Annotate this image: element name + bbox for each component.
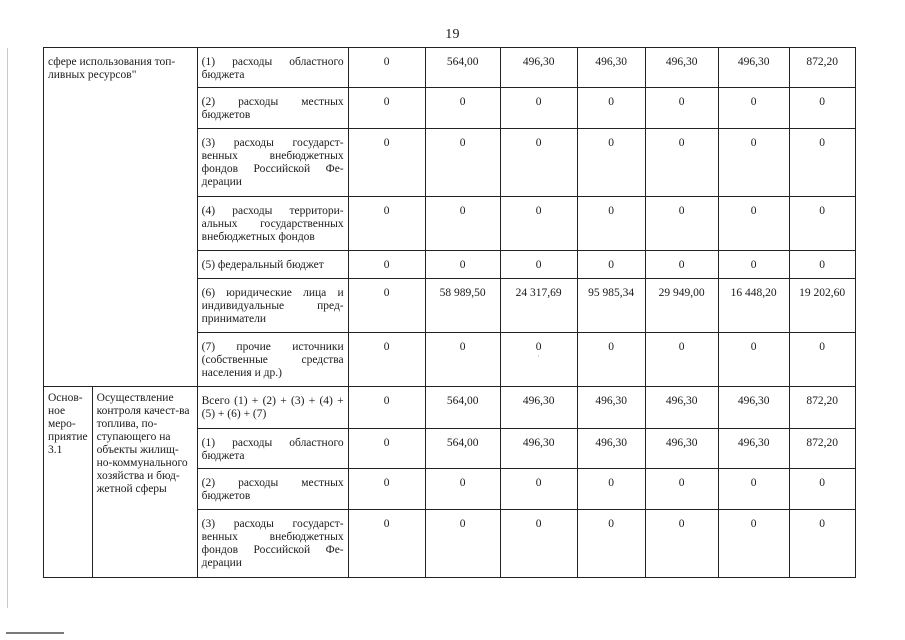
value-cell: 0 <box>789 469 855 510</box>
value-cell: 0 <box>577 469 645 510</box>
value-cell: 0 <box>348 510 425 578</box>
value-cell: 0 <box>500 469 577 510</box>
value-cell: 872,20 <box>789 429 855 469</box>
value-cell: 0 <box>789 197 855 251</box>
value-cell: 0 <box>500 197 577 251</box>
value-cell: 872,20 <box>789 387 855 429</box>
source-desc-cell: (1) расходы областного бюджета <box>197 429 348 469</box>
page-number: 19 <box>445 27 460 42</box>
value-cell: 0 <box>577 88 645 129</box>
value-cell: 564,00 <box>425 48 500 88</box>
value-cell: 0 <box>789 333 855 387</box>
value-cell: 29 949,00 <box>645 279 718 333</box>
value-cell: 0 <box>348 469 425 510</box>
value-cell: 0 <box>645 197 718 251</box>
source-desc-cell: (2) расходы местных бюджетов <box>197 469 348 510</box>
scan-speck: · <box>537 352 540 361</box>
source-desc-cell: (3) расходы государст-венных внебюджетных фондов Российской Фе-дерации <box>197 510 348 578</box>
value-cell: 0 <box>500 88 577 129</box>
source-desc-cell: (2) расходы местных бюджетов <box>197 88 348 129</box>
source-desc-cell: Всего (1) + (2) + (3) + (4) + (5) + (6) + (7) <box>197 387 348 429</box>
value-cell: 0 <box>645 333 718 387</box>
source-desc-cell: (7) прочие источники (собственные средства населения и др.) <box>197 333 348 387</box>
value-cell: 0 <box>789 251 855 279</box>
value-cell: 0 <box>718 197 789 251</box>
value-cell: 0 <box>425 510 500 578</box>
value-cell: 496,30 <box>577 387 645 429</box>
value-cell: 0 <box>645 251 718 279</box>
value-cell: 0 <box>718 333 789 387</box>
value-cell: 0 <box>789 510 855 578</box>
value-cell: 0 <box>425 129 500 197</box>
value-cell: 0 <box>718 251 789 279</box>
value-cell: 496,30 <box>500 387 577 429</box>
source-desc-cell: (6) юридические лица и индивидуальные пред-приниматели <box>197 279 348 333</box>
source-desc-cell: (3) расходы государст-венных внебюджетных фондов Российской Фе-дерации <box>197 129 348 197</box>
value-cell: 564,00 <box>425 429 500 469</box>
value-cell: 19 202,60 <box>789 279 855 333</box>
program-name-cell: сфере использования топ-ливных ресурсов" <box>44 48 198 387</box>
value-cell: 0 <box>348 429 425 469</box>
value-cell: 496,30 <box>645 48 718 88</box>
value-cell: 496,30 <box>500 429 577 469</box>
value-cell: 0 <box>577 510 645 578</box>
value-cell: 0 <box>500 129 577 197</box>
value-cell: 0 <box>577 251 645 279</box>
source-desc-cell: (5) федеральный бюджет <box>197 251 348 279</box>
value-cell: 0 · <box>500 333 577 387</box>
footnote-rule <box>6 632 64 634</box>
activity-name-cell: Осуществление контроля качест-ва топлива, по-ступающего на объекты жилищ-но-коммунального хозяйства и бюд-жетной сферы <box>92 387 197 578</box>
value-cell: 0 <box>718 88 789 129</box>
value-cell: 0 <box>500 251 577 279</box>
value-cell: 0 <box>645 510 718 578</box>
value-cell: 496,30 <box>500 48 577 88</box>
left-margin-rule <box>7 48 8 608</box>
value-cell: 0 <box>348 279 425 333</box>
value-cell: 0 <box>645 129 718 197</box>
value-cell: 24 317,69 <box>500 279 577 333</box>
source-desc-cell: (4) расходы территори-альных государственных внебюджетных фондов <box>197 197 348 251</box>
source-desc-cell: (1) расходы областного бюджета <box>197 48 348 88</box>
value-cell: 0 <box>718 129 789 197</box>
value-cell: 0 <box>348 48 425 88</box>
value-cell: 564,00 <box>425 387 500 429</box>
value-cell: 496,30 <box>577 429 645 469</box>
value-cell: 0 <box>348 333 425 387</box>
value-cell: 58 989,50 <box>425 279 500 333</box>
value-cell: 0 <box>645 88 718 129</box>
table-row <box>44 387 856 429</box>
funding-table-container <box>43 47 856 578</box>
value-cell: 496,30 <box>718 429 789 469</box>
value-cell: 0 <box>577 197 645 251</box>
value-cell: 0 <box>500 510 577 578</box>
value-cell: 496,30 <box>577 48 645 88</box>
funding-table <box>43 47 856 578</box>
value-cell: 872,20 <box>789 48 855 88</box>
value-cell: 0 <box>577 333 645 387</box>
value-cell: 0 <box>348 88 425 129</box>
value-cell: 496,30 <box>645 387 718 429</box>
value-cell: 0 <box>645 469 718 510</box>
table-row <box>44 48 856 88</box>
value-cell: 0 <box>789 129 855 197</box>
value-cell: 0 <box>348 129 425 197</box>
value-cell: 0 <box>577 129 645 197</box>
value-cell: 496,30 <box>645 429 718 469</box>
value-cell: 95 985,34 <box>577 279 645 333</box>
value-cell: 0 <box>348 197 425 251</box>
activity-number-cell: Основ-ное меро-приятие 3.1 <box>44 387 93 578</box>
value-cell: 0 <box>425 333 500 387</box>
value-cell: 0 <box>425 251 500 279</box>
value-cell: 0 <box>718 510 789 578</box>
value-cell: 0 <box>789 88 855 129</box>
value-cell: 0 <box>425 469 500 510</box>
value-cell: 0 <box>348 387 425 429</box>
value-cell: 0 <box>425 88 500 129</box>
value-cell: 16 448,20 <box>718 279 789 333</box>
value-cell: 496,30 <box>718 48 789 88</box>
value-cell: 0 <box>348 251 425 279</box>
value-cell: 0 <box>718 469 789 510</box>
value-cell: 496,30 <box>718 387 789 429</box>
value-cell: 0 <box>425 197 500 251</box>
